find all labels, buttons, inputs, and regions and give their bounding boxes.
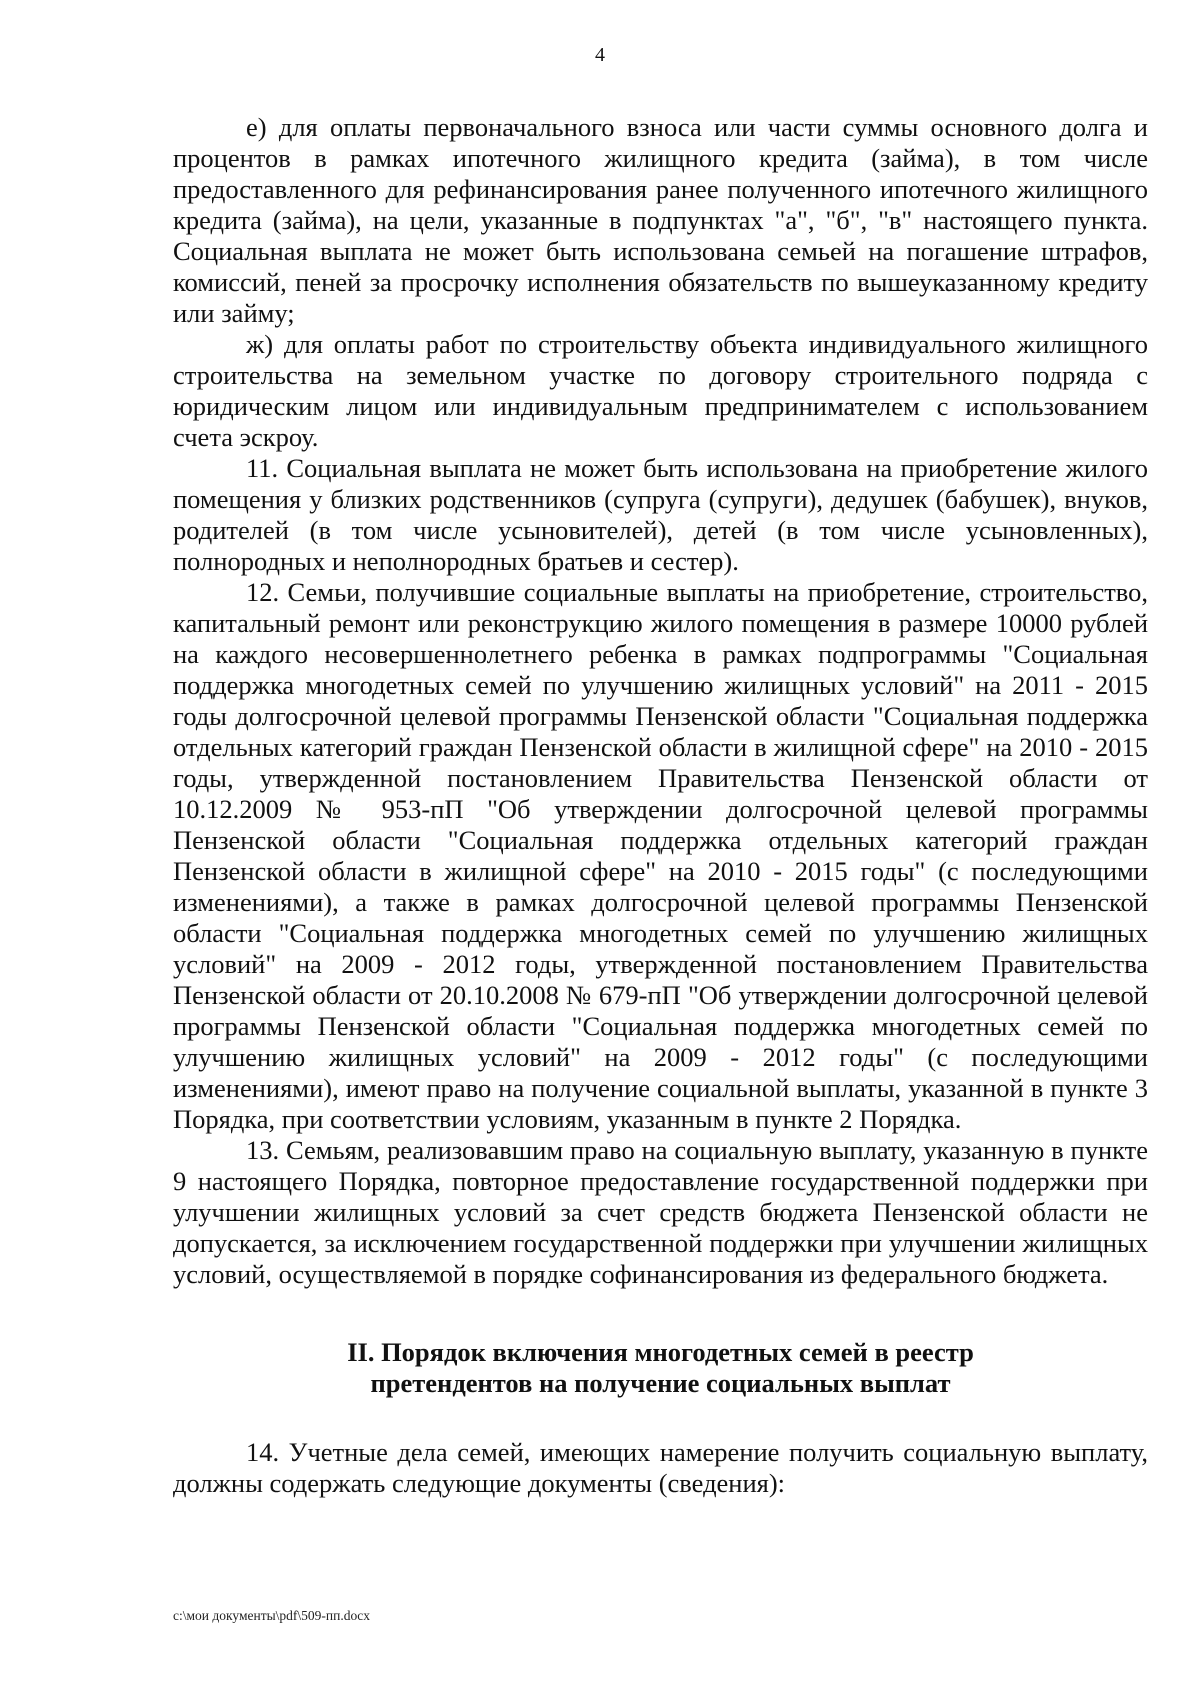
section-heading bbox=[173, 1337, 1148, 1399]
paragraph-item-zh: ж) для оплаты работ по строительству объекта индивидуального жилищного строительства на земельном участке по договору строительного подряда с юридическим лицом или индивидуальным предпринимателем с использованием счета эскроу. bbox=[173, 329, 1148, 452]
document-body bbox=[173, 112, 1148, 1499]
paragraph-14: 14. Учетные дела семей, имеющих намерение получить социальную выплату, должны содержать следующие документы (сведения): bbox=[173, 1437, 1148, 1498]
paragraph-13: 13. Семьям, реализовавшим право на социальную выплату, указанную в пункте 9 настоящего Порядка, повторное предоставление государственной поддержки при улучшении жилищных условий за счет средств бюджета Пензенской области не допускается, за исключением государственной поддержки при улучшении жилищных условий, осуществляемой в порядке софинансирования из федерального бюджета. bbox=[173, 1135, 1148, 1289]
paragraph-11: 11. Социальная выплата не может быть использована на приобретение жилого помещения у близких родственников (супруга (супруги), дедушек (бабушек), внуков, родителей (в том числе усыновителей), детей (в том числе усыновленных), полнородных и неполнородных братьев и сестер). bbox=[173, 453, 1148, 576]
page-number: 4 bbox=[595, 44, 605, 66]
section-heading-line-2: претендентов на получение социальных выплат bbox=[370, 1368, 951, 1398]
footer-file-path: c:\мои документы\pdf\509-пп.docx bbox=[173, 1608, 370, 1623]
section-heading-line-1: II. Порядок включения многодетных семей в реестр bbox=[347, 1337, 974, 1367]
paragraph-item-e: е) для оплаты первоначального взноса или части суммы основного долга и процентов в рамках ипотечного жилищного кредита (займа), в том числе предоставленного для рефинансирования ранее полученного ипотечного жилищного кредита (займа), на цели, указанные в подпунктах "а", "б", "в" настоящего пункта. Социальная выплата не может быть использована семьей на погашение штрафов, комиссий, пеней за просрочку исполнения обязательств по вышеуказанному кредиту или займу; bbox=[173, 112, 1148, 328]
paragraph-12: 12. Семьи, получившие социальные выплаты на приобретение, строительство, капитальный ремонт или реконструкцию жилого помещения в размере 10000 рублей на каждого несовершеннолетнего ребенка в рамках подпрограммы "Социальная поддержка многодетных семей по улучшению жилищных условий" на 2011 - 2015 годы долгосрочной целевой программы Пензенской области "Социальная поддержка отдельных категорий граждан Пензенской области в жилищной сфере" на 2010 - 2015 годы, утвержденной постановлением Правительства Пензенской области от 10.12.2009 № 953-пП "Об утверждении долгосрочной целевой программы Пензенской области "Социальная поддержка отдельных категорий граждан Пензенской области в жилищной сфере" на 2010 - 2015 годы" (с последующими изменениями), а также в рамках долгосрочной целевой программы Пензенской области "Социальная поддержка многодетных семей по улучшению жилищных условий" на 2009 - 2012 годы, утвержденной постановлением Правительства Пензенской области от 20.10.2008 № 679-пП "Об утверждении долгосрочной целевой программы Пензенской области "Социальная поддержка многодетных семей по улучшению жилищных условий" на 2009 - 2012 годы" (с последующими изменениями), имеют право на получение социальной выплаты, указанной в пункте 3 Порядка, при соответствии условиям, указанным в пункте 2 Порядка. bbox=[173, 577, 1148, 1134]
